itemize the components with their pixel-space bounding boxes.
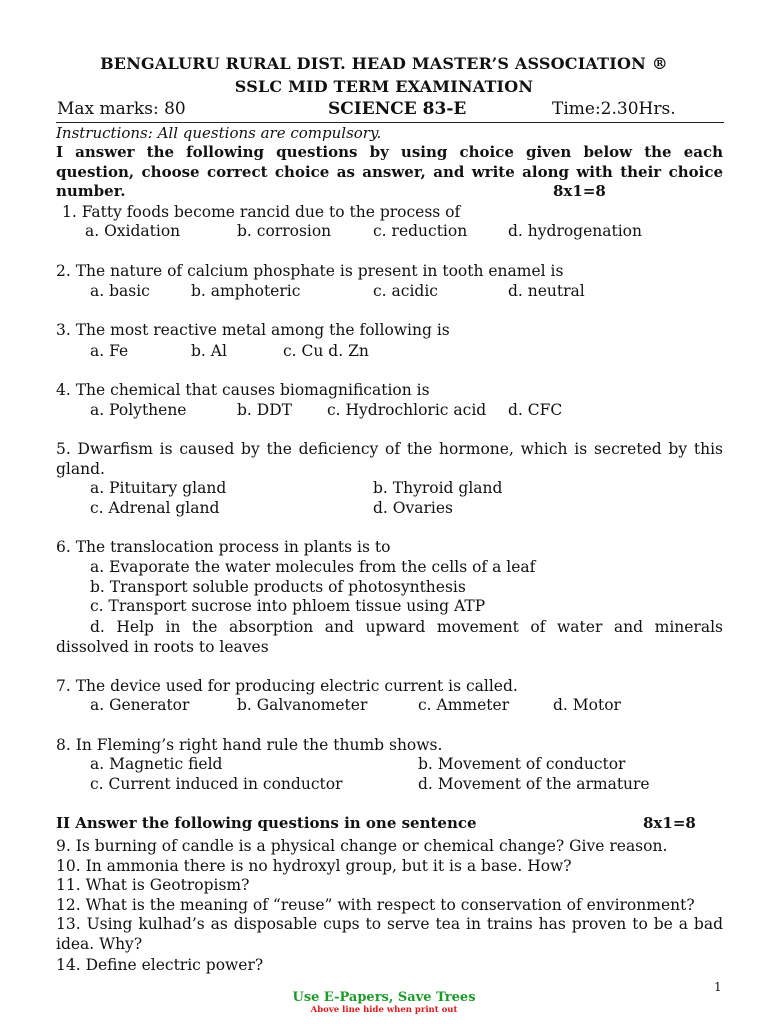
question-1-stem: 1. Fatty foods become rancid due to the process of [62,203,461,221]
page-number: 1 [714,980,722,994]
question-4-option-c: c. Hydrochloric acid [327,401,487,419]
question-4-stem: 4. The chemical that causes biomagnification is [56,381,430,399]
exam-title: SSLC MID TERM EXAMINATION [234,77,534,96]
question-3-stem: 3. The most reactive metal among the following is [56,321,450,339]
question-3-option-a: a. Fe [90,342,129,360]
question-2-option-c: c. acidic [373,282,438,300]
section-1-marks: 8x1=8 [553,182,606,200]
question-4-option-b: b. DDT [237,401,292,419]
question-6-stem: 6. The translocation process in plants is to [56,538,391,556]
question-7-option-d: d. Motor [553,696,621,714]
question-13: 13. Using kulhad’s as disposable cups to serve tea in trains has proven to be a bad idea. Why? [56,915,723,953]
question-9: 9. Is burning of candle is a physical change or chemical change? Give reason. [56,837,668,855]
exam-meta-row [57,99,723,121]
question-7-option-b: b. Galvanometer [237,696,368,714]
question-8-option-b: b. Movement of conductor [418,755,626,773]
footer-note: Above line hide when print out [310,1005,458,1015]
question-1-option-d: d. hydrogenation [508,222,642,240]
question-5-stem: 5. Dwarfism is caused by the deficiency of the hormone, which is secreted by this gland. [56,440,723,478]
question-6-option-b: b. Transport soluble products of photosynthesis [90,578,466,596]
question-2-stem: 2. The nature of calcium phosphate is present in tooth enamel is [56,262,564,280]
question-5-option-c: c. Adrenal gland [90,499,220,517]
question-2-option-a: a. basic [90,282,150,300]
question-4-option-a: a. Polythene [90,401,187,419]
question-7-option-a: a. Generator [90,696,190,714]
question-12: 12. What is the meaning of “reuse” with respect to conservation of environment? [56,896,695,914]
section-1-heading [56,143,723,202]
question-10: 10. In ammonia there is no hydroxyl group, but it is a base. How? [56,857,572,875]
max-marks: Max marks: 80 [57,99,186,119]
question-8-stem: 8. In Fleming’s right hand rule the thumb shows. [56,736,443,754]
question-8-option-c: c. Current induced in conductor [90,775,343,793]
question-7-stem: 7. The device used for producing electric current is called. [56,677,518,695]
question-6-option-a: a. Evaporate the water molecules from the cells of a leaf [90,558,536,576]
question-2-option-d: d. neutral [508,282,585,300]
question-1-option-a: a. Oxidation [85,222,181,240]
question-1-option-c: c. reduction [373,222,468,240]
section-1-text: I answer the following questions by using choice given below the each question, choose correct choice as answer, and write along with their choice number. [56,143,723,200]
question-6-option-d: d. Help in the absorption and upward movement of water and minerals dissolved in roots to leaves [56,618,723,656]
question-6-option-c: c. Transport sucrose into phloem tissue using ATP [90,597,486,615]
section-2-marks: 8x1=8 [643,814,696,832]
question-2-option-b: b. amphoteric [191,282,301,300]
subject-code: SCIENCE 83-E [328,99,467,119]
question-7-option-c: c. Ammeter [418,696,510,714]
question-3-option-b: b. Al [191,342,227,360]
question-3-option-cd: c. Cu d. Zn [283,342,369,360]
exam-time: Time:2.30Hrs. [552,99,676,119]
question-5-option-d: d. Ovaries [373,499,453,517]
question-8-option-a: a. Magnetic field [90,755,223,773]
header-divider [56,122,724,123]
section-2-title: II Answer the following questions in one sentence [56,814,477,832]
question-5-option-a: a. Pituitary gland [90,479,227,497]
question-5-option-b: b. Thyroid gland [373,479,503,497]
question-11: 11. What is Geotropism? [56,876,250,894]
question-4-option-d: d. CFC [508,401,563,419]
footer-slogan: Use E-Papers, Save Trees [292,990,476,1005]
question-1-option-b: b. corrosion [237,222,332,240]
question-8-option-d: d. Movement of the armature [418,775,650,793]
question-14: 14. Define electric power? [56,956,264,974]
instructions: Instructions: All questions are compulsory. [56,124,382,142]
association-title: BENGALURU RURAL DIST. HEAD MASTER’S ASSOCIATION ® [100,54,668,73]
